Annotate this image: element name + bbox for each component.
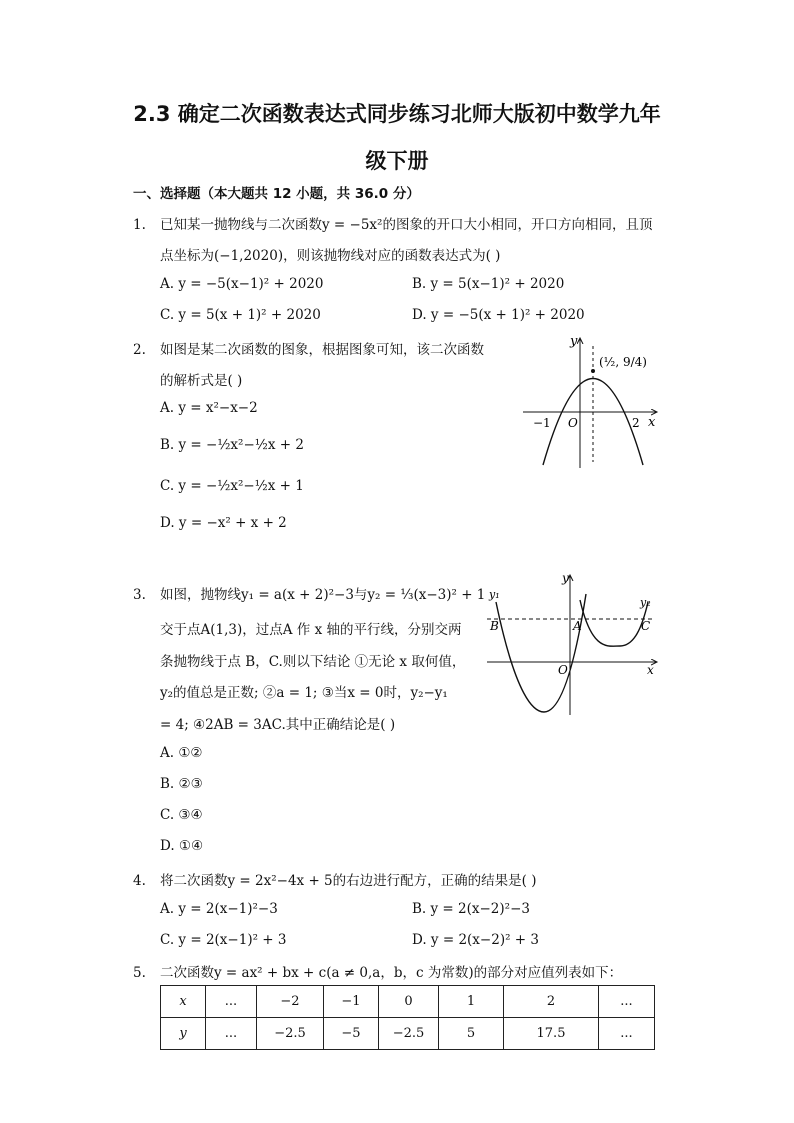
option-a[interactable]: A. y = 2(x−1)²−3 [160, 901, 278, 917]
question-number: 3. [133, 587, 146, 603]
parabola-figure-q2 [515, 330, 665, 475]
table-row [161, 986, 655, 1018]
point-c-label: C [641, 619, 651, 633]
table-cell: ... [599, 986, 655, 1018]
parabola-curve [543, 379, 643, 466]
origin-label: O [558, 663, 568, 677]
question-text-line: 如图是某二次函数的图象，根据图象可知，该二次函数 [160, 342, 484, 358]
value-table [160, 985, 655, 1050]
y-axis-label: y [570, 334, 578, 349]
table-cell: −2.5 [257, 1018, 324, 1050]
question-text-line: 如图，抛物线y₁ = a(x + 2)²−3与y₂ = ⅓(x−3)² + 1 [160, 587, 486, 603]
point-a-label: A [573, 619, 582, 633]
question-text-line: y₂的值总是正数; ②a = 1; ③当x = 0时，y₂−y₁ [160, 685, 448, 701]
question-number: 4. [133, 873, 146, 889]
vertex-label: (½, 9/4) [599, 355, 647, 369]
option-b[interactable]: B. ②③ [160, 776, 203, 792]
table-cell: −2 [257, 986, 324, 1018]
option-a[interactable]: A. ①② [160, 745, 203, 761]
y1-label: y₁ [489, 588, 500, 601]
question-text-line: 点坐标为(−1,2020)，则该抛物线对应的函数表达式为( ) [160, 248, 501, 264]
option-c[interactable]: C. ③④ [160, 807, 203, 823]
x-axis-label: x [648, 415, 656, 430]
table-cell: 1 [439, 986, 504, 1018]
title-line-2: 级下册 [365, 149, 429, 173]
question-number: 1. [133, 217, 146, 233]
option-d[interactable]: D. y = −x² + x + 2 [160, 515, 287, 531]
question-number: 5. [133, 965, 146, 981]
question-text-line: 的解析式是( ) [160, 373, 243, 389]
parabola-figure-q3 [482, 570, 662, 720]
title-line-1: 2.3 确定二次函数表达式同步练习北师大版初中数学九年 [133, 102, 661, 126]
question-text-line: 将二次函数y = 2x²−4x + 5的右边进行配方，正确的结果是( ) [160, 873, 537, 889]
right-root-label: 2 [632, 416, 640, 430]
table-row [161, 1018, 655, 1050]
table-cell: 0 [379, 986, 439, 1018]
section-header: 一、选择题（本大题共 12 小题，共 36.0 分） [133, 186, 420, 202]
option-d[interactable]: D. y = −5(x + 1)² + 2020 [412, 307, 585, 323]
option-d[interactable]: D. ①④ [160, 838, 204, 854]
table-cell: x [161, 986, 206, 1018]
table-cell: ... [206, 1018, 257, 1050]
option-d[interactable]: D. y = 2(x−2)² + 3 [412, 932, 539, 948]
left-root-label: −1 [533, 416, 551, 430]
question-text-line: = 4; ④2AB = 3AC.其中正确结论是( ) [160, 717, 396, 733]
y2-label: y₂ [640, 596, 651, 609]
origin-label: O [568, 416, 578, 430]
table-cell: −2.5 [379, 1018, 439, 1050]
vertex-point [591, 369, 595, 373]
x-axis-label: x [647, 663, 654, 677]
question-text-line: 已知某一抛物线与二次函数y = −5x²的图象的开口大小相同，开口方向相同，且顶 [160, 217, 653, 233]
option-a[interactable]: A. y = x²−x−2 [160, 400, 258, 416]
option-b[interactable]: B. y = 2(x−2)²−3 [412, 901, 530, 917]
table-cell: ... [206, 986, 257, 1018]
question-text-line: 二次函数y = ax² + bx + c(a ≠ 0,a，b，c 为常数)的部分对应值列表如下： [160, 965, 623, 981]
parabola-y2 [580, 600, 651, 646]
option-b[interactable]: B. y = 5(x−1)² + 2020 [412, 276, 565, 292]
option-c[interactable]: C. y = 2(x−1)² + 3 [160, 932, 287, 948]
option-c[interactable]: C. y = 5(x + 1)² + 2020 [160, 307, 321, 323]
point-b-label: B [490, 619, 499, 633]
table-cell: 2 [504, 986, 599, 1018]
table-cell: ... [599, 1018, 655, 1050]
y-axis-label: y [562, 571, 569, 585]
table-cell: 5 [439, 1018, 504, 1050]
question-text-line: 交于点A(1,3)，过点A 作 x 轴的平行线，分别交两 [160, 622, 462, 638]
question-number: 2. [133, 342, 146, 358]
table-cell: −1 [324, 986, 379, 1018]
option-c[interactable]: C. y = −½x²−½x + 1 [160, 478, 304, 494]
option-b[interactable]: B. y = −½x²−½x + 2 [160, 437, 304, 453]
table-cell: 17.5 [504, 1018, 599, 1050]
table-cell: y [161, 1018, 206, 1050]
question-text-line: 条抛物线于点 B，C.则以下结论 ①无论 x 取何值， [160, 654, 466, 670]
option-a[interactable]: A. y = −5(x−1)² + 2020 [160, 276, 324, 292]
table-cell: −5 [324, 1018, 379, 1050]
parabola-y1 [496, 594, 586, 712]
